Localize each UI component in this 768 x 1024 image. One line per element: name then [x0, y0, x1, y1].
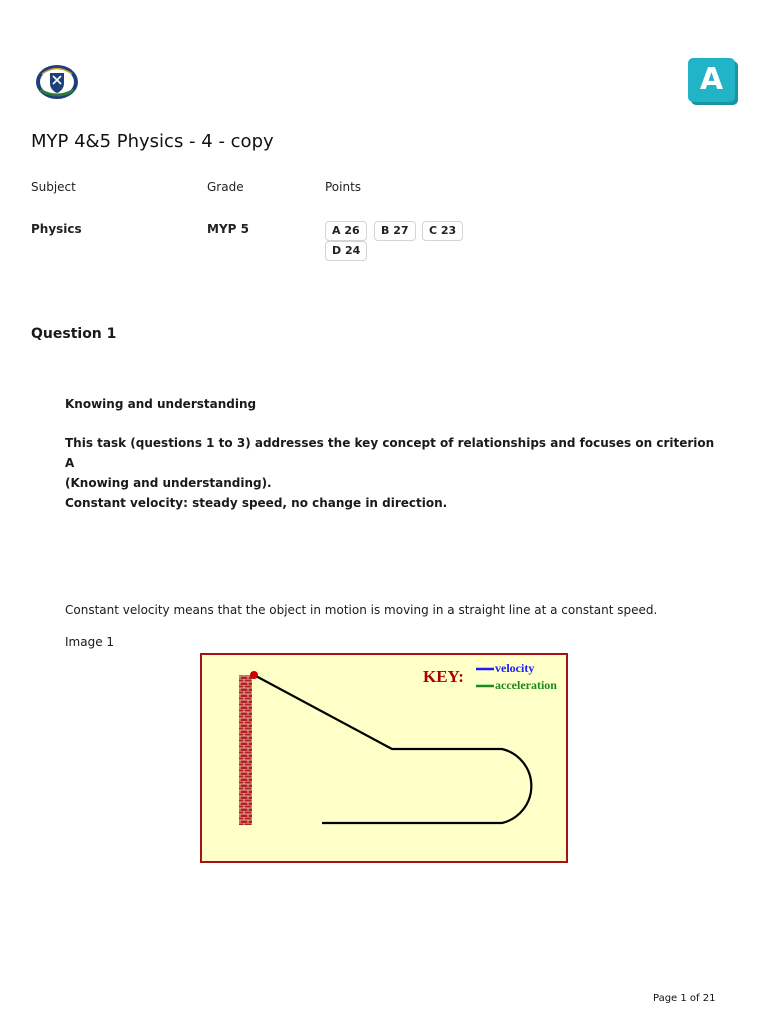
ball [250, 671, 258, 679]
key-label: KEY: [423, 667, 464, 686]
keyword-relationships: relationships [457, 436, 547, 450]
points-badge-b: B 27 [374, 221, 416, 241]
velocity-key-label: velocity [495, 661, 535, 675]
question-heading: Knowing and understanding [65, 397, 257, 411]
task-text-1: This task (questions 1 to 3) addresses the key concept of [65, 436, 458, 450]
grade-label: Grade [207, 180, 244, 194]
document-title: MYP 4&5 Physics - 4 - copy [31, 131, 274, 152]
subject-label: Subject [31, 180, 76, 194]
brand-logo [688, 58, 735, 102]
school-logo [34, 63, 80, 101]
acceleration-key-label: acceleration [495, 678, 557, 692]
definition-text: Constant velocity: steady speed, no change in direction. [65, 496, 448, 510]
question-title: Question 1 [31, 326, 117, 342]
subject-value: Physics [31, 222, 82, 236]
task-text-3: (Knowing and understanding). [65, 476, 272, 490]
image-caption: Image 1 [65, 635, 115, 649]
task-description [65, 433, 715, 493]
grade-value: MYP 5 [207, 222, 249, 236]
keyword-criterion: criterion A [65, 436, 715, 470]
points-badge-c: C 23 [422, 221, 463, 241]
brick-wall [239, 675, 252, 825]
explanation-text: Constant velocity means that the object in motion is moving in a straight line at a constant speed. [65, 603, 658, 617]
brand-letter: A [699, 62, 724, 97]
page-footer: Page 1 of 21 [653, 993, 716, 1004]
points-badge-d: D 24 [325, 241, 367, 261]
motion-figure [200, 653, 568, 863]
points-label: Points [325, 180, 362, 194]
points-badge-a: A 26 [325, 221, 367, 241]
task-text-2: and focuses on [546, 436, 657, 450]
track [254, 675, 531, 823]
